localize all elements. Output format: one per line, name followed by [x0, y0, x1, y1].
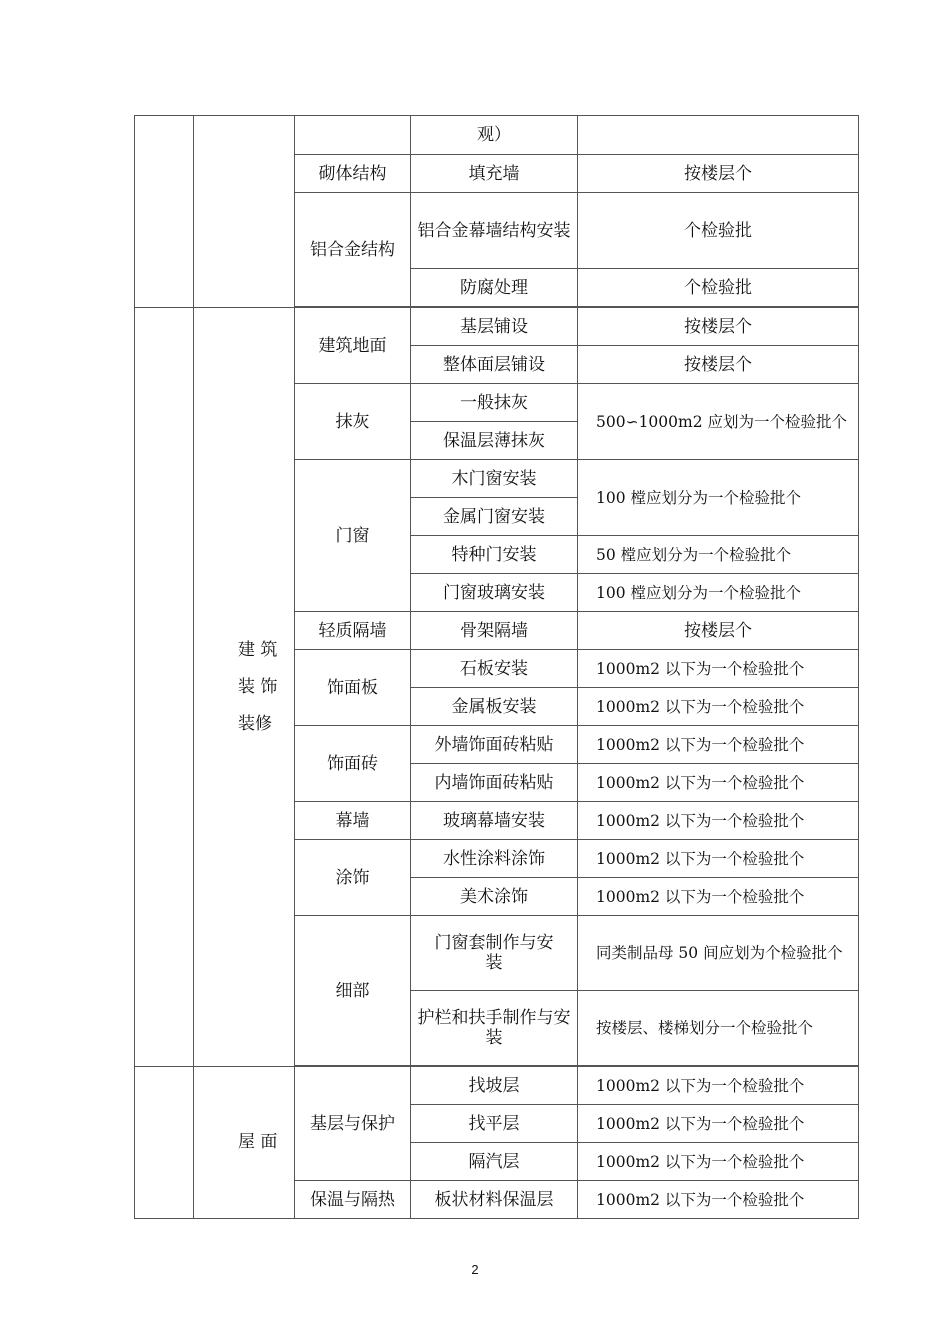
- batch-cell: 1000m2 以下为一个检验批个: [578, 1105, 859, 1143]
- group-cell: 轻质隔墙: [295, 612, 411, 650]
- batch-cell: 1000m2 以下为一个检验批个: [578, 802, 859, 840]
- item-cell: 护栏和扶手制作与安装: [411, 991, 578, 1066]
- item-cell: 特种门安装: [411, 536, 578, 574]
- group-cell: 涂饰: [295, 840, 411, 916]
- batch-cell: 1000m2 以下为一个检验批个: [578, 688, 859, 726]
- item-cell: 观）: [411, 116, 578, 155]
- batch-cell: 1000m2 以下为一个检验批个: [578, 840, 859, 878]
- blank-cell: [295, 116, 411, 155]
- group-cell: 建筑地面: [295, 308, 411, 384]
- batch-cell: 1000m2 以下为一个检验批个: [578, 764, 859, 802]
- item-cell: 外墙饰面砖粘贴: [411, 726, 578, 764]
- group-cell: 保温与隔热: [295, 1181, 411, 1219]
- group-cell: 砌体结构: [295, 155, 411, 193]
- batch-cell: 按楼层个: [578, 612, 859, 650]
- item-cell: 找坡层: [411, 1067, 578, 1105]
- batch-cell: 50 樘应划分为一个检验批个: [578, 536, 859, 574]
- group-cell: 细部: [295, 916, 411, 1066]
- item-cell: 水性涂料涂饰: [411, 840, 578, 878]
- item-cell: 板状材料保温层: [411, 1181, 578, 1219]
- blank-cell: [578, 116, 859, 155]
- batch-cell: 100 樘应划分为一个检验批个: [578, 574, 859, 612]
- group-cell: 门窗: [295, 460, 411, 612]
- section-title-decoration: 建 筑 装 饰 装修: [194, 308, 295, 1067]
- batch-cell: 个检验批: [578, 269, 859, 307]
- section-title-roof: 屋 面: [194, 1067, 295, 1219]
- item-cell: 石板安装: [411, 650, 578, 688]
- item-cell: 隔汽层: [411, 1143, 578, 1181]
- item-cell: 铝合金幕墙结构安装: [411, 193, 578, 269]
- item-cell: 玻璃幕墙安装: [411, 802, 578, 840]
- batch-cell: 按楼层个: [578, 155, 859, 193]
- batch-cell: 500∽1000m2 应划为一个检验批个: [578, 384, 859, 460]
- group-cell: 幕墙: [295, 802, 411, 840]
- batch-cell: 按楼层个: [578, 308, 859, 346]
- item-cell: 门窗套制作与安装: [411, 916, 578, 991]
- batch-cell: 100 樘应划分为一个检验批个: [578, 460, 859, 536]
- item-cell: 保温层薄抹灰: [411, 422, 578, 460]
- group-cell: 铝合金结构: [295, 193, 411, 307]
- blank-cell: [135, 116, 194, 308]
- group-cell: 基层与保护: [295, 1067, 411, 1181]
- item-cell: 金属门窗安装: [411, 498, 578, 536]
- item-cell: 找平层: [411, 1105, 578, 1143]
- item-cell: 金属板安装: [411, 688, 578, 726]
- item-cell: 木门窗安装: [411, 460, 578, 498]
- item-cell: 整体面层铺设: [411, 346, 578, 384]
- batch-cell: 1000m2 以下为一个检验批个: [578, 1143, 859, 1181]
- item-cell: 门窗玻璃安装: [411, 574, 578, 612]
- blank-cell: [135, 1067, 194, 1219]
- batch-cell: 1000m2 以下为一个检验批个: [578, 726, 859, 764]
- batch-cell: 1000m2 以下为一个检验批个: [578, 878, 859, 916]
- group-cell: 抹灰: [295, 384, 411, 460]
- item-cell: 防腐处理: [411, 269, 578, 307]
- batch-cell: 同类制品母 50 间应划为个检验批个: [578, 916, 859, 991]
- batch-cell: 按楼层、楼梯划分一个检验批个: [578, 991, 859, 1066]
- item-cell: 骨架隔墙: [411, 612, 578, 650]
- batch-cell: 个检验批: [578, 193, 859, 269]
- item-cell: 美术涂饰: [411, 878, 578, 916]
- item-cell: 基层铺设: [411, 308, 578, 346]
- batch-cell: 1000m2 以下为一个检验批个: [578, 650, 859, 688]
- batch-cell: 1000m2 以下为一个检验批个: [578, 1067, 859, 1105]
- item-cell: 一般抹灰: [411, 384, 578, 422]
- group-cell: 饰面板: [295, 650, 411, 726]
- blank-cell: [135, 308, 194, 1067]
- inspection-batch-table: [134, 115, 859, 1219]
- item-cell: 填充墙: [411, 155, 578, 193]
- batch-cell: 1000m2 以下为一个检验批个: [578, 1181, 859, 1219]
- item-cell: 内墙饰面砖粘贴: [411, 764, 578, 802]
- batch-cell: 按楼层个: [578, 346, 859, 384]
- page-number: 2: [471, 1262, 479, 1277]
- blank-cell: [194, 116, 295, 308]
- group-cell: 饰面砖: [295, 726, 411, 802]
